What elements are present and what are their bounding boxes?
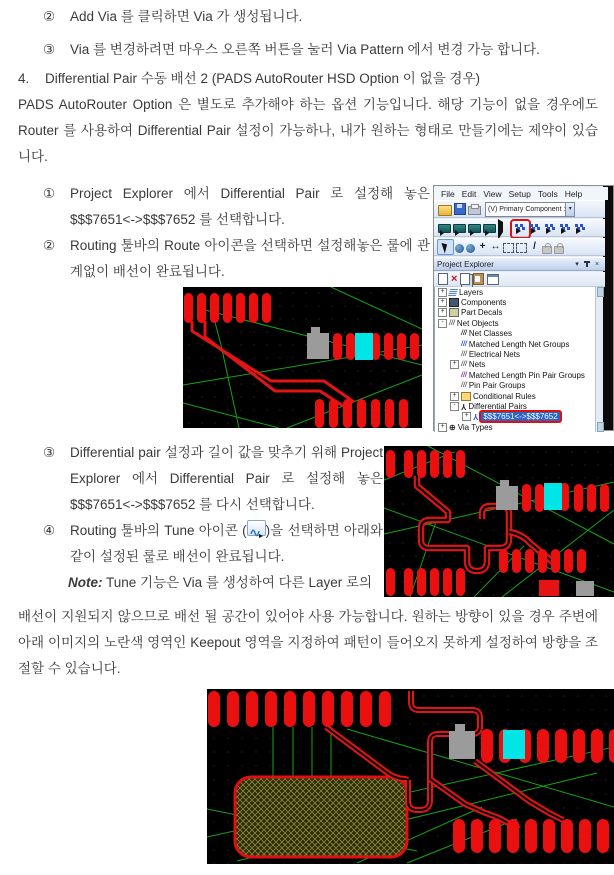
matched-length-net-groups-icon: /// [461,340,467,348]
tree-item-matched-length-pin-pair-groups[interactable] [435,370,599,380]
pin-pair-groups-icon: /// [461,382,467,390]
step-text: Add Via 를 클릭하면 Via 가 생성됩니다. [70,9,303,24]
step-number: ② [43,9,56,24]
expander-icon[interactable]: - [450,402,459,411]
section-heading [18,66,603,92]
selected-tree-label: $$$7651<->$$$7652 [480,411,560,422]
menu-bar [434,187,608,200]
step-text: Via 를 변경하려면 마우스 오른쪽 버튼을 눌러 Via Pattern 에서 변경 가능 합니다. [70,42,540,57]
pcb-routing-image-2 [384,446,614,597]
pads-app-screenshot [433,185,614,431]
component-pad-gray [449,731,475,759]
panel-title: Project Explorer [437,259,494,269]
selection-toolbar [434,238,605,256]
menu-edit[interactable]: Edit [461,188,477,199]
bus-route-icon[interactable] [558,222,571,234]
dynamic-route-icon[interactable] [528,222,541,234]
list-item [43,181,430,233]
route-mode-icon[interactable] [453,224,466,233]
move-icon[interactable]: + [479,241,486,252]
close-icon[interactable]: × [594,260,600,268]
pin-icon[interactable] [586,261,588,267]
tree-item-via-types[interactable] [435,422,599,432]
step-text: Differential pair 설정과 길이 값을 맞추기 위해 Project Explorer 에서 Differential Pair 로 설정해 놓은 $$$7651<->$$$7652 를 다시 선택합니다. [70,445,383,512]
step-list-a [43,181,430,285]
electrical-nets-icon: /// [461,351,467,359]
component-pad-gray-notch [500,480,509,487]
chevron-down-icon[interactable]: ▾ [565,203,574,216]
menu-file[interactable]: File [441,188,455,199]
tune-icon-inline [247,520,266,536]
route-mode-icon[interactable] [483,224,496,233]
component-combo[interactable] [485,202,575,217]
net-classes-icon: /// [461,330,467,338]
route-mode-icon[interactable] [468,224,481,233]
matched-length-pin-pair-groups-icon: /// [461,371,467,379]
list-item [43,233,430,285]
differential-pairs-icon: Y [461,401,467,411]
tree-item-net-objects[interactable] [435,318,599,328]
print-icon[interactable] [468,206,481,215]
tree-item-conditional-rules[interactable] [435,391,599,401]
combo-value: (V) Primary Component : [488,205,566,213]
tune-icon[interactable] [573,222,586,234]
unlock-icon[interactable] [554,246,564,254]
expander-icon[interactable]: + [438,298,447,307]
tree-label: Electrical Nets [468,350,520,360]
expander-icon[interactable]: + [450,360,459,369]
step-number: ③ [43,42,56,57]
pcb-routing-image-1 [183,287,422,428]
new-item-icon[interactable] [438,273,448,285]
stretch-icon[interactable]: ↔ [490,241,501,252]
list-item [43,37,608,63]
step-number: ③ [43,445,56,460]
note-inline-text: Tune 기능은 Via 를 생성하여 다른 Layer 로의 [102,575,373,590]
expander-icon[interactable] [450,340,459,349]
pcb-routing-svg-3 [207,689,614,864]
add-line-icon[interactable]: / [533,241,536,252]
section-number: 4. [18,71,30,86]
tree-label: Part Decals [461,308,503,318]
expander-icon[interactable]: + [450,392,459,401]
note-continued-paragraph: 배선이 지원되지 않으므로 배선 될 공간이 있어야 사용 가능합니다. 원하는 방향이 있을 경우 주변에 아래 이미지의 노란색 영역인 Keepout 영역을 지정하여 패턴이 들어오지 못하게 설정하여 방향을 조절할 수 있습니다. [18,609,598,676]
via-pad-red-square [539,580,559,596]
tree-scrollbar[interactable] [595,287,603,432]
expander-icon[interactable] [450,381,459,390]
list-item [43,4,608,30]
standard-toolbar [434,200,605,218]
routing-toolbar [434,219,605,237]
copy-icon[interactable] [460,273,470,285]
expander-icon[interactable] [450,329,459,338]
component-pad-gray-notch [455,724,465,732]
tree-label: Nets [468,360,486,370]
tree-item-part-decals[interactable] [435,308,599,318]
diff-pair-icon: Y [473,412,479,422]
zoom-icon[interactable] [466,244,475,253]
chevron-down-icon[interactable]: ▾ [575,261,579,268]
component-pad-cyan [503,730,525,759]
tree-label: Layers [459,287,484,297]
open-icon[interactable] [438,205,452,216]
section-title: Differential Pair 수동 배선 2 (PADS AutoRouter HSD Option 이 없을 경우) [45,71,481,86]
note-label: Note: [68,575,103,590]
top-step-list [43,4,608,63]
menu-view[interactable]: View [483,188,502,199]
tree-item-matched-length-net-groups[interactable] [435,339,599,349]
menu-tools[interactable]: Tools [537,188,558,199]
tree-label: Pin Pair Groups [468,381,526,391]
tree-label: Net Classes [468,329,512,339]
tree-label: Components [461,298,507,308]
expander-icon[interactable]: - [438,319,447,328]
properties-icon[interactable] [487,274,499,285]
route-mode-icon[interactable] [438,224,451,233]
pcb-routing-svg-1 [183,287,422,428]
tree-label: Net Objects [456,318,499,328]
list-item [43,518,383,570]
lock-icon[interactable] [542,246,552,254]
tree-item-electrical-nets[interactable] [435,349,599,359]
step-text: Routing 툴바의 Route 아이콘을 선택하면 설정해놓은 룰에 관계없이 배선이 완료됩니다. [70,238,430,279]
save-icon[interactable] [454,203,466,215]
expander-icon[interactable] [450,371,459,380]
pad-gray-square [576,581,594,596]
tree-item-net-classes[interactable] [435,329,599,339]
keepout-region [235,777,407,857]
paste-icon[interactable] [473,273,484,285]
tree-item-layers[interactable] [435,287,599,297]
pcb-routing-svg-2 [384,446,614,597]
route-icon[interactable] [513,222,526,234]
area-select-icon[interactable] [503,243,514,253]
step-number: ④ [43,523,56,538]
tree-label: Differential Pairs [468,401,527,411]
component-pad-gray [496,486,518,510]
component-pad-gray [307,333,329,359]
tree-item-diff-pair-7651-7652[interactable] [435,412,599,422]
project-explorer-tree [434,287,599,432]
tree-label: Matched Length Net Groups [468,339,570,349]
components-icon [449,298,459,307]
tree-label: Conditional Rules [473,391,536,401]
expander-icon[interactable]: + [438,288,447,297]
intro-paragraph: PADS AutoRouter Option 은 별도로 추가해야 하는 옵션 기능입니다. 해당 기능이 없을 경우에도 Router 를 사용하여 Differential Pair 설정이 가능하나, 내가 원하는 형태로 만들기에는 제약이 있습니다. [18,97,598,164]
delete-icon[interactable]: × [451,272,458,285]
nets-icon: /// [461,361,467,369]
expander-icon[interactable]: + [462,412,471,421]
tree-item-components[interactable] [435,297,599,307]
pan-icon[interactable] [455,244,464,253]
component-pad-cyan [355,333,373,360]
step-number: ① [43,186,56,201]
component-pad-gray-notch [311,327,320,335]
sketch-route-icon[interactable] [543,222,556,234]
part-decals-icon [449,308,459,317]
select-cursor-icon [441,241,449,253]
via-types-icon: ⊕ [449,422,456,432]
pcb-keepout-image [207,689,614,864]
tree-item-nets[interactable] [435,360,599,370]
step-text-before-icon: Routing 툴바의 Tune 아이콘 ( [70,523,247,538]
tree-label: Matched Length Pin Pair Groups [468,370,585,380]
conditional-rules-icon [461,392,471,401]
select-cursor-icon[interactable] [498,219,503,240]
note-line [43,570,383,596]
project-explorer-titlebar [434,257,605,271]
step-text-after-icon: )을 선택하면 아래와 같이 설정된 룰로 배선이 완료됩니다. [70,523,384,564]
step-text: Project Explorer 에서 Differential Pair 로 설정해 놓은 $$$7651<->$$$7652 를 선택합니다. [70,186,430,227]
step-number: ② [43,238,56,253]
pointer-tool-pressed[interactable] [437,239,454,255]
tree-label: Via Types [457,422,493,432]
menu-help[interactable]: Help [564,188,583,199]
expander-icon[interactable] [450,350,459,359]
menu-setup[interactable]: Setup [508,188,531,199]
component-pad-cyan [544,483,562,510]
step-text [70,518,383,570]
expander-icon[interactable]: + [438,423,447,432]
step-list-b [43,440,383,596]
polygon-select-icon[interactable] [516,243,527,253]
project-explorer-toolbar [434,272,605,287]
layers-icon [448,289,458,296]
expander-icon[interactable]: + [438,308,447,317]
tree-item-pin-pair-groups[interactable] [435,381,599,391]
list-item [43,440,383,518]
net-objects-icon: /// [449,319,455,327]
tree-item-differential-pairs[interactable] [435,401,599,411]
